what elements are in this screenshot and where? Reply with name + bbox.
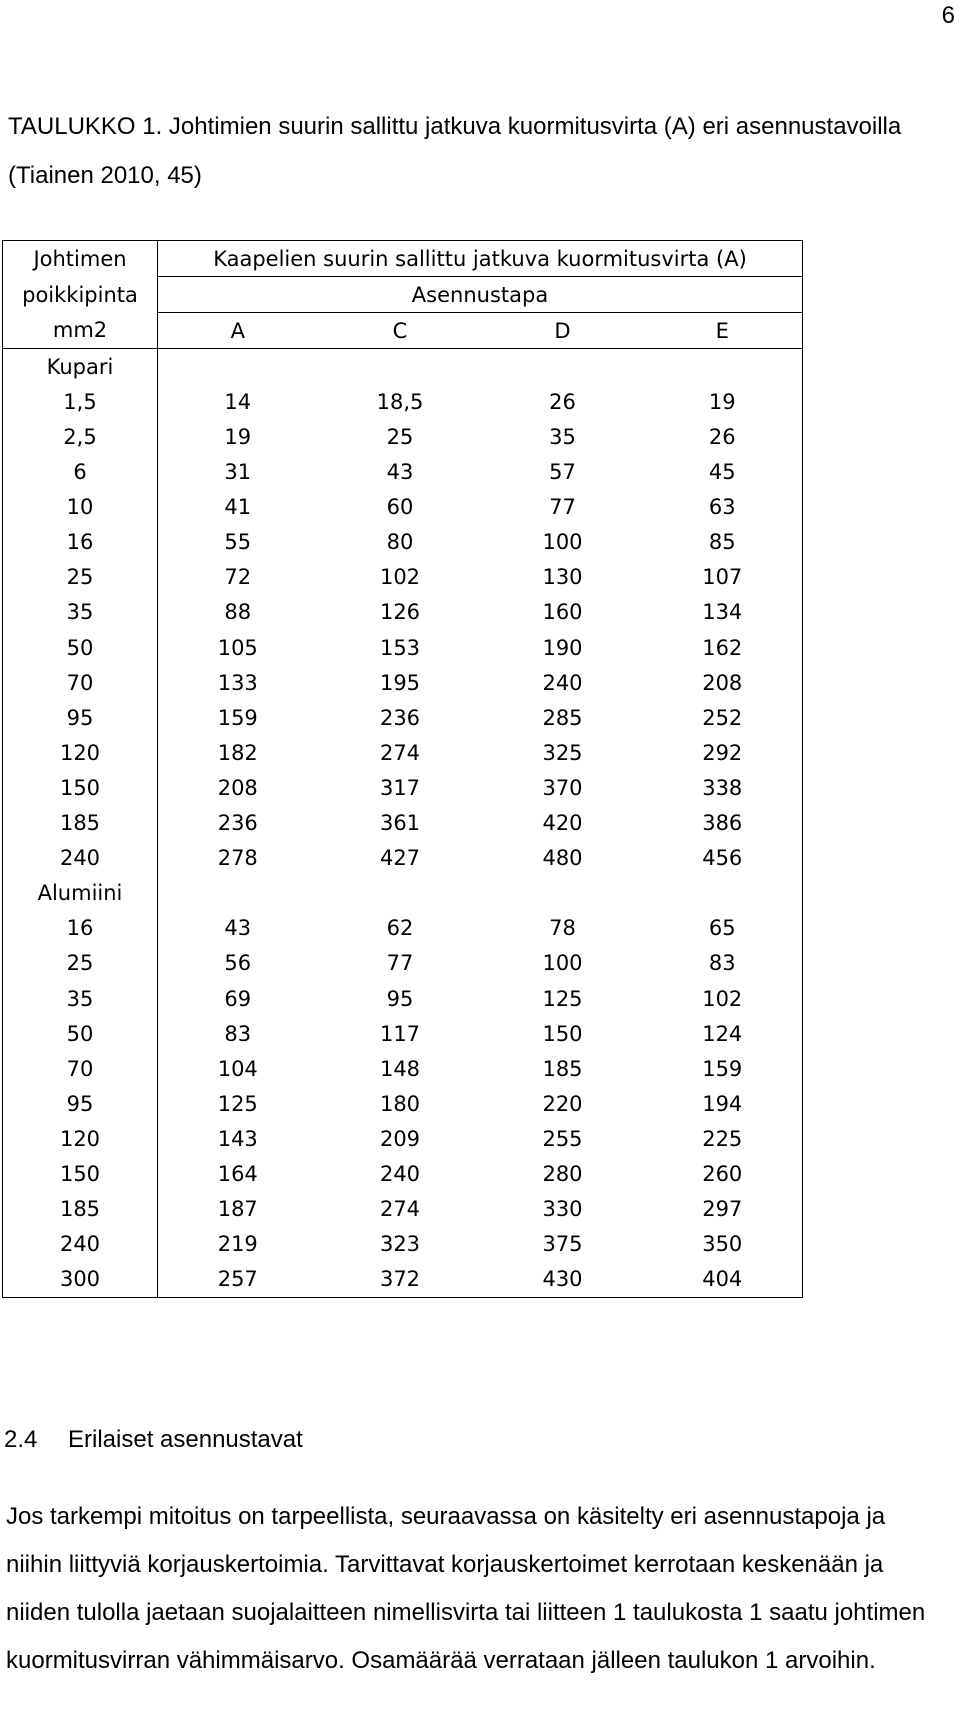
cross-section-cell: 185 <box>3 806 158 841</box>
header-row-3 <box>3 313 803 349</box>
table-row <box>3 525 803 560</box>
current-value-cell: 372 <box>318 1262 483 1298</box>
current-value-cell: 209 <box>379 1126 421 1151</box>
cross-section-cell: 35 <box>3 981 158 1016</box>
table-row <box>3 665 803 700</box>
current-value-cell: 240 <box>542 670 583 695</box>
table-row <box>3 1227 803 1262</box>
method-a-header: A <box>158 313 318 349</box>
current-value-cell: 280 <box>542 1161 583 1186</box>
current-value-cell: 480 <box>542 846 583 871</box>
table-row <box>3 455 803 490</box>
current-value-cell: 195 <box>379 670 421 695</box>
current-value-cell: 43 <box>386 460 414 485</box>
current-value-cell: 134 <box>643 595 803 630</box>
current-value-cell: 325 <box>542 740 583 765</box>
current-value-cell: 130 <box>542 565 583 590</box>
current-value-cell: 164 <box>217 1161 258 1186</box>
current-value-cell: 240 <box>379 1161 421 1186</box>
current-value-cell: 236 <box>379 705 421 730</box>
header-cross-section-line2: poikkipinta <box>3 277 158 313</box>
current-value-cell: 133 <box>217 670 258 695</box>
current-value-cell: 219 <box>217 1232 258 1257</box>
current-value-cell: 220 <box>542 1091 583 1116</box>
cross-section-cell: 70 <box>3 1051 158 1086</box>
current-capacity-table <box>2 240 803 1298</box>
current-value-cell: 77 <box>549 495 576 520</box>
table-row <box>3 735 803 770</box>
current-value-cell: 187 <box>217 1197 258 1222</box>
current-value-cell: 274 <box>379 1197 421 1222</box>
table-row <box>3 1262 803 1298</box>
current-value-cell: 72 <box>224 565 252 590</box>
current-value-cell: 317 <box>379 775 421 800</box>
current-value-cell: 102 <box>643 981 803 1016</box>
current-value-cell: 330 <box>542 1197 583 1222</box>
current-value-cell: 26 <box>643 419 803 454</box>
empty-cell <box>643 876 803 911</box>
cross-section-cell: 25 <box>3 560 158 595</box>
cross-section-cell: 35 <box>3 595 158 630</box>
table-row <box>3 1121 803 1156</box>
cross-section-cell: 25 <box>3 946 158 981</box>
method-d-header: D <box>483 313 643 349</box>
current-value-cell: 194 <box>643 1086 803 1121</box>
table-row <box>3 1051 803 1086</box>
current-value-cell: 225 <box>643 1121 803 1156</box>
current-value-cell: 95 <box>386 986 414 1011</box>
current-value-cell: 126 <box>379 600 421 625</box>
current-value-cell: 386 <box>643 806 803 841</box>
section-row <box>3 876 803 911</box>
current-value-cell: 456 <box>643 841 803 876</box>
table-row <box>3 1016 803 1051</box>
empty-cell <box>158 349 318 385</box>
current-value-cell: 185 <box>542 1056 583 1081</box>
current-value-cell: 78 <box>549 916 576 941</box>
table-row <box>3 806 803 841</box>
current-value-cell: 77 <box>386 951 414 976</box>
current-value-cell: 69 <box>224 986 252 1011</box>
cross-section-cell: 300 <box>3 1262 158 1298</box>
table-row <box>3 384 803 419</box>
table-body <box>3 241 803 1298</box>
current-value-cell: 56 <box>224 951 252 976</box>
cross-section-cell: 120 <box>3 735 158 770</box>
empty-cell <box>483 876 643 911</box>
method-e-header: E <box>643 313 803 349</box>
current-value-cell: 26 <box>549 389 576 414</box>
current-value-cell: 125 <box>217 1091 258 1116</box>
current-value-cell: 14 <box>224 389 252 414</box>
table-row <box>3 1156 803 1191</box>
current-value-cell: 257 <box>158 1262 318 1298</box>
cross-section-cell: 70 <box>3 665 158 700</box>
current-value-cell: 323 <box>379 1232 421 1257</box>
cross-section-cell: 50 <box>3 630 158 665</box>
cross-section-cell: 150 <box>3 770 158 805</box>
cross-section-cell: 120 <box>3 1121 158 1156</box>
current-value-cell: 260 <box>643 1156 803 1191</box>
table-row <box>3 560 803 595</box>
current-value-cell: 62 <box>386 916 414 941</box>
cross-section-cell: 2,5 <box>3 419 158 454</box>
section-title: Erilaiset asennustavat <box>68 1426 303 1453</box>
table-row <box>3 1086 803 1121</box>
table-row <box>3 595 803 630</box>
current-value-cell: 297 <box>643 1192 803 1227</box>
cross-section-cell: 10 <box>3 490 158 525</box>
page-number: 6 <box>941 2 955 29</box>
header-row-1 <box>3 241 803 277</box>
current-value-cell: 63 <box>643 490 803 525</box>
table-row <box>3 911 803 946</box>
cross-section-cell: 6 <box>3 455 158 490</box>
current-value-cell: 361 <box>379 811 421 836</box>
current-value-cell: 19 <box>643 384 803 419</box>
current-value-cell: 338 <box>643 770 803 805</box>
table-row <box>3 1192 803 1227</box>
current-value-cell: 285 <box>542 705 583 730</box>
current-value-cell: 420 <box>542 811 583 836</box>
current-value-cell: 125 <box>542 986 583 1011</box>
current-value-cell: 88 <box>224 600 252 625</box>
method-c-header: C <box>318 313 483 349</box>
section-heading <box>4 1420 303 1460</box>
current-value-cell: 60 <box>386 495 414 520</box>
current-value-cell: 148 <box>379 1056 421 1081</box>
current-value-cell: 65 <box>643 911 803 946</box>
cross-section-cell: 16 <box>3 525 158 560</box>
current-value-cell: 19 <box>224 425 252 450</box>
current-value-cell: 83 <box>643 946 803 981</box>
current-value-cell: 370 <box>542 775 583 800</box>
current-value-cell: 236 <box>217 811 258 836</box>
current-value-cell: 104 <box>217 1056 258 1081</box>
current-value-cell: 375 <box>542 1232 583 1257</box>
current-value-cell: 162 <box>643 630 803 665</box>
current-value-cell: 190 <box>542 635 583 660</box>
current-value-cell: 255 <box>542 1126 583 1151</box>
current-value-cell: 25 <box>386 425 414 450</box>
current-value-cell: 292 <box>643 735 803 770</box>
current-value-cell: 102 <box>379 565 421 590</box>
current-value-cell: 80 <box>386 530 414 555</box>
current-value-cell: 208 <box>217 775 258 800</box>
current-value-cell: 117 <box>379 1021 421 1046</box>
current-value-cell: 252 <box>643 700 803 735</box>
table-row <box>3 770 803 805</box>
header-title: Kaapelien suurin sallittu jatkuva kuormitusvirta (A) <box>158 241 803 277</box>
current-value-cell: 182 <box>217 740 258 765</box>
current-value-cell: 180 <box>379 1091 421 1116</box>
cross-section-cell: 185 <box>3 1192 158 1227</box>
current-value-cell: 159 <box>217 705 258 730</box>
current-value-cell: 105 <box>217 635 258 660</box>
table-row <box>3 490 803 525</box>
table-row <box>3 981 803 1016</box>
section-label: Kupari <box>3 349 158 385</box>
section-label: Alumiini <box>3 876 158 911</box>
current-value-cell: 55 <box>224 530 252 555</box>
section-number: 2.4 <box>4 1426 38 1453</box>
empty-cell <box>158 876 318 911</box>
cross-section-cell: 95 <box>3 1086 158 1121</box>
table-row <box>3 419 803 454</box>
header-subtitle: Asennustapa <box>158 277 803 313</box>
current-value-cell: 100 <box>542 951 583 976</box>
current-value-cell: 153 <box>379 635 421 660</box>
current-value-cell: 404 <box>643 1262 803 1298</box>
empty-cell <box>643 349 803 385</box>
current-value-cell: 278 <box>217 846 258 871</box>
current-value-cell: 35 <box>549 425 576 450</box>
current-value-cell: 160 <box>542 600 583 625</box>
cross-section-cell: 50 <box>3 1016 158 1051</box>
table-row <box>3 841 803 876</box>
current-value-cell: 45 <box>643 455 803 490</box>
current-value-cell: 18,5 <box>376 389 424 414</box>
empty-cell <box>318 349 483 385</box>
table-caption: TAULUKKO 1. Johtimien suurin sallittu jatkuva kuormitusvirta (A) eri asennustavoilla (Tiainen 2010, 45) <box>8 113 902 189</box>
current-value-cell: 100 <box>542 530 583 555</box>
cross-section-cell: 95 <box>3 700 158 735</box>
empty-cell <box>318 876 483 911</box>
current-value-cell: 124 <box>643 1016 803 1051</box>
current-value-cell: 430 <box>483 1262 643 1298</box>
header-cross-section-line1: Johtimen <box>3 241 158 277</box>
current-value-cell: 159 <box>643 1051 803 1086</box>
cross-section-cell: 150 <box>3 1156 158 1191</box>
current-value-cell: 427 <box>379 846 421 871</box>
table-row <box>3 630 803 665</box>
current-value-cell: 143 <box>217 1126 258 1151</box>
current-value-cell: 31 <box>224 460 252 485</box>
table-row <box>3 700 803 735</box>
header-row-2 <box>3 277 803 313</box>
current-value-cell: 208 <box>643 665 803 700</box>
body-paragraph: Jos tarkempi mitoitus on tarpeellista, seuraavassa on käsitelty eri asennustapoja ja niihin liittyviä korjauskertoimia. Tarvittavat korjauskertoimet kerrotaan keskenään ja niiden tulolla jaetaan suojalaitteen nimellisvirta tai liitteen 1 taulukosta 1 saatu johtimen kuormitusvirran vähimmäisarvo. Osamäärää verrataan jälleen taulukon 1 arvoihin. <box>6 1503 926 1674</box>
current-value-cell: 107 <box>643 560 803 595</box>
current-value-cell: 350 <box>643 1227 803 1262</box>
section-row <box>3 349 803 385</box>
current-value-cell: 43 <box>224 916 252 941</box>
cross-section-cell: 1,5 <box>3 384 158 419</box>
header-unit: mm2 <box>3 313 158 349</box>
empty-cell <box>483 349 643 385</box>
current-value-cell: 41 <box>224 495 252 520</box>
cross-section-cell: 16 <box>3 911 158 946</box>
cross-section-cell: 240 <box>3 1227 158 1262</box>
cross-section-cell: 240 <box>3 841 158 876</box>
current-value-cell: 150 <box>542 1021 583 1046</box>
current-value-cell: 57 <box>549 460 576 485</box>
current-value-cell: 274 <box>379 740 421 765</box>
table-row <box>3 946 803 981</box>
current-value-cell: 85 <box>643 525 803 560</box>
current-value-cell: 83 <box>224 1021 252 1046</box>
